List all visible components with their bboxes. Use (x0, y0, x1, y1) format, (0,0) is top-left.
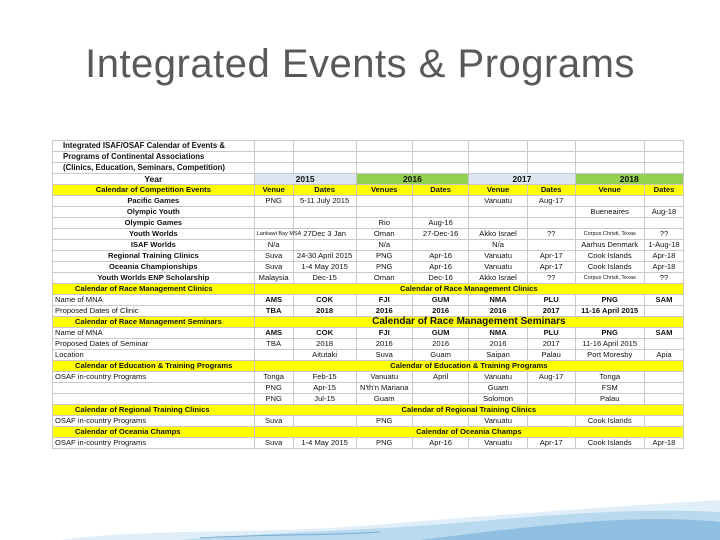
table-cell: 11-16 April 2015 (575, 339, 644, 350)
row-label: Location (53, 350, 255, 361)
year-2017: 2017 (469, 174, 575, 185)
table-cell (412, 196, 468, 207)
table-cell: Vanuatu (469, 262, 528, 273)
table-cell: SAM (644, 328, 683, 339)
table-cell: 2016 (356, 339, 412, 350)
table-cell: Suva (254, 438, 293, 449)
table-cell: Cook Islands (575, 262, 644, 273)
table-cell: Vanuatu (469, 196, 528, 207)
section-header-row (53, 361, 684, 372)
calendar-table (52, 140, 684, 449)
table-cell: 2016 (412, 339, 468, 350)
row-label: Name of MNA (53, 295, 255, 306)
water-splash-decoration (0, 470, 720, 540)
table-cell: 2016 (469, 339, 528, 350)
col-header: Dates (527, 185, 575, 196)
table-cell: Aitutaki (293, 350, 356, 361)
table-row (53, 262, 684, 273)
table-cell: Malaysia (254, 273, 293, 284)
table-cell (644, 372, 683, 383)
table-cell: N'th'n Mariana (356, 383, 412, 394)
table-cell: PNG (575, 295, 644, 306)
table-cell: 2018 (293, 339, 356, 350)
table-cell (644, 196, 683, 207)
table-cell: GUM (412, 295, 468, 306)
table-cell (575, 196, 644, 207)
year-2016: 2016 (356, 174, 469, 185)
table-cell (527, 218, 575, 229)
table-cell: NMA (469, 295, 528, 306)
table-cell: PLU (527, 295, 575, 306)
table-cell: Dec-15 (293, 273, 356, 284)
table-cell: ?? (644, 229, 683, 240)
table-cell (644, 383, 683, 394)
table-cell: 2017 (527, 339, 575, 350)
table-cell: PNG (356, 251, 412, 262)
table-cell: PNG (254, 383, 293, 394)
table-cell: Apr-16 (412, 438, 468, 449)
section-header-row (53, 317, 684, 328)
table-row (53, 339, 684, 350)
table-cell: 24-30 April 2015 (293, 251, 356, 262)
event-name: Youth Worlds ENP Scholarship (53, 273, 255, 284)
col-header: Venue (254, 185, 293, 196)
table-cell: Suva (254, 416, 293, 427)
section-header-row (53, 427, 684, 438)
table-cell: Aug-17 (527, 372, 575, 383)
table-cell (293, 240, 356, 251)
table-cell: 2018 (293, 306, 356, 317)
table-cell: Port Moresby (575, 350, 644, 361)
table-row (53, 383, 684, 394)
section-header: Calendar of Race Management Clinics (254, 284, 683, 295)
table-cell: PNG (356, 416, 412, 427)
col-header: Venue (469, 185, 528, 196)
table-row (53, 240, 684, 251)
table-cell: COK (293, 328, 356, 339)
table-cell (644, 306, 683, 317)
table-row (53, 196, 684, 207)
col-header: Venue (575, 185, 644, 196)
table-cell: FJI (356, 295, 412, 306)
table-cell: Tonga (575, 372, 644, 383)
table-cell: Guam (412, 350, 468, 361)
table-cell (644, 218, 683, 229)
table-cell: Tonga (254, 372, 293, 383)
table-row (53, 207, 684, 218)
intro-line: Programs of Continental Associations (53, 152, 255, 163)
section-header: Calendar of Regional Training Clinics (53, 405, 255, 416)
table-cell (412, 416, 468, 427)
table-row (53, 372, 684, 383)
table-cell: PNG (575, 328, 644, 339)
table-cell (412, 240, 468, 251)
table-cell: Apr-17 (527, 251, 575, 262)
row-label: Name of MNA (53, 328, 255, 339)
table-cell: Saipan (469, 350, 528, 361)
table-cell (575, 218, 644, 229)
section-header-row (53, 284, 684, 295)
table-cell: NMA (469, 328, 528, 339)
section-header: Calendar of Regional Training Clinics (254, 405, 683, 416)
table-cell (254, 350, 293, 361)
row-label (53, 383, 255, 394)
table-cell: Cook Islands (575, 438, 644, 449)
row-label: OSAF in-country Programs (53, 438, 255, 449)
table-cell: April (412, 372, 468, 383)
row-label (53, 394, 255, 405)
row-label: OSAF in-country Programs (53, 416, 255, 427)
table-cell: Lankawi Bay MSA (254, 229, 293, 240)
table-cell: AMS (254, 328, 293, 339)
table-cell: Vanuatu (469, 416, 528, 427)
table-cell: Cook Islands (575, 416, 644, 427)
section-header: Calendar of Education & Training Programs (254, 361, 683, 372)
table-cell (527, 383, 575, 394)
section-header: Calendar of Education & Training Programs (53, 361, 255, 372)
section-header: Calendar of Oceania Champs (53, 427, 255, 438)
table-cell: COK (293, 295, 356, 306)
table-row (53, 218, 684, 229)
table-cell: N/a (356, 240, 412, 251)
table-cell: Feb-15 (293, 372, 356, 383)
table-cell: Vanuatu (469, 251, 528, 262)
table-cell (293, 416, 356, 427)
table-row (53, 306, 684, 317)
table-cell (293, 207, 356, 218)
table-cell: Rio (356, 218, 412, 229)
table-cell: PLU (527, 328, 575, 339)
section-header: Calendar of Race Management Clinics (53, 284, 255, 295)
table-row (53, 295, 684, 306)
table-cell: PNG (254, 196, 293, 207)
section-header: Calendar of Oceania Champs (254, 427, 683, 438)
row-label: Proposed Dates of Seminar (53, 339, 255, 350)
table-cell: Aarhus Denmark (575, 240, 644, 251)
section-header: Calendar of Race Management Seminars (254, 317, 683, 328)
table-row (53, 416, 684, 427)
table-cell: Guam (356, 394, 412, 405)
table-cell: PNG (356, 438, 412, 449)
table-cell: Guam (469, 383, 528, 394)
table-cell: Apr-16 (412, 251, 468, 262)
table-cell: GUM (412, 328, 468, 339)
table-row (53, 229, 684, 240)
table-cell: Aug-17 (527, 196, 575, 207)
table-cell: Suva (356, 350, 412, 361)
event-name: Pacific Games (53, 196, 255, 207)
table-cell: Oman (356, 273, 412, 284)
table-cell: ?? (527, 273, 575, 284)
competition-header-row (53, 185, 684, 196)
table-row (53, 251, 684, 262)
intro-row (53, 152, 684, 163)
table-cell: Bueneaires (575, 207, 644, 218)
table-cell (356, 196, 412, 207)
table-row (53, 350, 684, 361)
year-row (53, 174, 684, 185)
event-name: Oceania Championships (53, 262, 255, 273)
table-cell (412, 394, 468, 405)
table-cell: Suva (254, 251, 293, 262)
table-cell: N/a (469, 240, 528, 251)
table-cell: N/a (254, 240, 293, 251)
table-cell: 27-Dec-16 (412, 229, 468, 240)
section-header-row (53, 405, 684, 416)
table-cell (469, 207, 528, 218)
event-name: ISAF Worlds (53, 240, 255, 251)
table-cell: Corpus Christi, Texas (575, 229, 644, 240)
table-cell (644, 416, 683, 427)
table-cell (412, 207, 468, 218)
table-cell: Corpus Christi, Texas (575, 273, 644, 284)
table-cell: 2016 (412, 306, 468, 317)
table-cell: SAM (644, 295, 683, 306)
table-cell: FSM (575, 383, 644, 394)
section-header: Calendar of Competition Events (53, 185, 255, 196)
intro-line: (Clinics, Education, Seminars, Competition) (53, 163, 255, 174)
table-cell: Aug-16 (412, 218, 468, 229)
table-cell: Apr-17 (527, 262, 575, 273)
table-cell: Apr-18 (644, 251, 683, 262)
table-row (53, 273, 684, 284)
table-cell (644, 339, 683, 350)
section-header: Calendar of Race Management Seminars (53, 317, 255, 328)
row-label: Proposed Dates of Clinic (53, 306, 255, 317)
event-name: Olympic Youth (53, 207, 255, 218)
table-cell: 2016 (469, 306, 528, 317)
table-cell: Palau (527, 350, 575, 361)
table-cell: 1-4 May 2015 (293, 438, 356, 449)
table-cell: Suva (254, 262, 293, 273)
table-cell: 1-4 May 2015 (293, 262, 356, 273)
event-name: Olympic Games (53, 218, 255, 229)
table-cell: Aug-18 (644, 207, 683, 218)
table-cell: 27Dec 3 Jan (293, 229, 356, 240)
table-cell: 5-11 July 2015 (293, 196, 356, 207)
col-header: Dates (293, 185, 356, 196)
table-cell: 1-Aug-18 (644, 240, 683, 251)
table-cell: PNG (254, 394, 293, 405)
table-cell: TBA (254, 306, 293, 317)
table-row (53, 394, 684, 405)
table-cell: Apr-15 (293, 383, 356, 394)
table-cell: Apr-18 (644, 262, 683, 273)
slide-title: Integrated Events & Programs (85, 42, 635, 86)
year-2015: 2015 (254, 174, 356, 185)
year-2018: 2018 (575, 174, 683, 185)
intro-row (53, 141, 684, 152)
table-cell: Akko Israel (469, 273, 528, 284)
table-cell: Apia (644, 350, 683, 361)
table-cell: Jul-15 (293, 394, 356, 405)
table-cell: Apr-18 (644, 438, 683, 449)
table-cell (412, 383, 468, 394)
event-name: Youth Worlds (53, 229, 255, 240)
table-cell (527, 416, 575, 427)
intro-row (53, 163, 684, 174)
event-name: Regional Training Clinics (53, 251, 255, 262)
table-cell (356, 207, 412, 218)
table-cell: Cook Islands (575, 251, 644, 262)
table-cell: ?? (527, 229, 575, 240)
table-cell: PNG (356, 262, 412, 273)
year-label: Year (53, 174, 255, 185)
table-cell: 2017 (527, 306, 575, 317)
table-cell: ?? (644, 273, 683, 284)
table-cell (527, 207, 575, 218)
table-row (53, 328, 684, 339)
table-cell (469, 218, 528, 229)
table-cell: Apr-17 (527, 438, 575, 449)
table-cell (527, 394, 575, 405)
table-cell: Dec-16 (412, 273, 468, 284)
table-cell: Apr-16 (412, 262, 468, 273)
table-cell (644, 394, 683, 405)
col-header: Dates (412, 185, 468, 196)
table-cell (254, 218, 293, 229)
table-cell (254, 207, 293, 218)
col-header: Dates (644, 185, 683, 196)
table-cell: Solomon (469, 394, 528, 405)
table-cell: Akko Israel (469, 229, 528, 240)
col-header: Venues (356, 185, 412, 196)
row-label: OSAF in-country Programs (53, 372, 255, 383)
table-cell: Vanuatu (469, 438, 528, 449)
table-cell: Palau (575, 394, 644, 405)
table-cell (293, 218, 356, 229)
table-row (53, 438, 684, 449)
table-cell: 2016 (356, 306, 412, 317)
table-cell: 11-16 April 2015 (575, 306, 644, 317)
intro-line: Integrated ISAF/OSAF Calendar of Events & (53, 141, 255, 152)
table-cell: FJI (356, 328, 412, 339)
table-cell (527, 240, 575, 251)
table-cell: Vanuatu (469, 372, 528, 383)
table-cell: Oman (356, 229, 412, 240)
table-cell: Vanuatu (356, 372, 412, 383)
table-cell: AMS (254, 295, 293, 306)
table-cell: TBA (254, 339, 293, 350)
